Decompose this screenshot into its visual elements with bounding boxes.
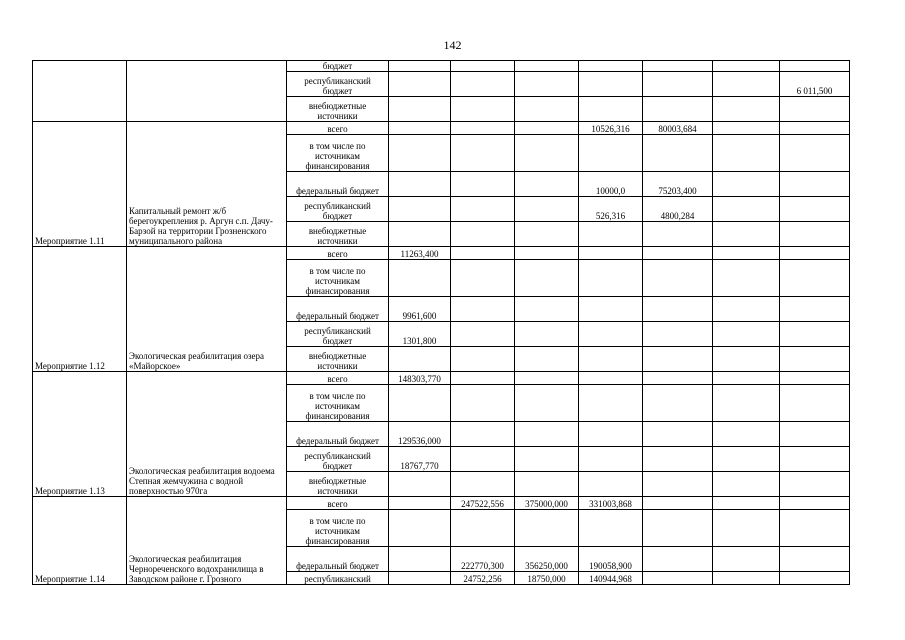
value-cell [579, 372, 643, 385]
table-row [33, 122, 850, 135]
value-cell [451, 197, 515, 222]
value-cell [713, 385, 780, 422]
value-cell [713, 547, 780, 572]
value-cell: 148303,770 [389, 372, 451, 385]
value-cell [643, 422, 713, 447]
value-cell: 18767,770 [389, 447, 451, 472]
value-cell: 4800,284 [643, 197, 713, 222]
value-cell [515, 510, 579, 547]
value-cell [515, 61, 579, 72]
source-cell: республиканский [287, 572, 389, 585]
value-cell [780, 510, 850, 547]
event-label-cell: Мероприятие 1.11 [33, 122, 127, 247]
value-cell [643, 97, 713, 122]
value-cell [579, 385, 643, 422]
value-cell [579, 422, 643, 447]
value-cell [643, 72, 713, 97]
value-cell [515, 72, 579, 97]
value-cell [780, 97, 850, 122]
value-cell [713, 61, 780, 72]
value-cell [713, 72, 780, 97]
page-number: 142 [443, 38, 462, 52]
value-cell [579, 510, 643, 547]
value-cell [643, 322, 713, 347]
value-cell [389, 122, 451, 135]
value-cell [643, 385, 713, 422]
value-cell [389, 385, 451, 422]
value-cell [713, 247, 780, 260]
value-cell [515, 372, 579, 385]
value-cell [389, 547, 451, 572]
value-cell [451, 72, 515, 97]
value-cell [780, 197, 850, 222]
value-cell [780, 135, 850, 172]
value-cell [780, 572, 850, 585]
value-cell: 80003,684 [643, 122, 713, 135]
value-cell [780, 472, 850, 497]
value-cell [780, 372, 850, 385]
value-cell [515, 197, 579, 222]
value-cell [451, 447, 515, 472]
value-cell [389, 222, 451, 247]
table-row [33, 497, 850, 510]
value-cell [451, 385, 515, 422]
event-label-cell: Мероприятие 1.14 [33, 497, 127, 585]
value-cell: 24752,256 [451, 572, 515, 585]
source-cell: всего [287, 122, 389, 135]
source-cell: всего [287, 372, 389, 385]
value-cell [643, 297, 713, 322]
value-cell [780, 497, 850, 510]
value-cell [713, 322, 780, 347]
value-cell: 526,316 [579, 197, 643, 222]
value-cell [451, 347, 515, 372]
value-cell [451, 135, 515, 172]
source-cell: республиканский бюджет [287, 197, 389, 222]
value-cell [451, 97, 515, 122]
source-cell: всего [287, 497, 389, 510]
value-cell [643, 222, 713, 247]
value-cell [643, 572, 713, 585]
value-cell [713, 422, 780, 447]
value-cell [515, 135, 579, 172]
source-cell: всего [287, 247, 389, 260]
event-label-cell: Мероприятие 1.12 [33, 247, 127, 372]
value-cell [451, 510, 515, 547]
source-cell: бюджет [287, 61, 389, 72]
value-cell [780, 61, 850, 72]
value-cell [515, 347, 579, 372]
event-name-cell: Капитальный ремонт ж/б берегоукрепления р. Аргун с.п. Дачу-Барзой на территории Грозненского муниципального района [127, 122, 287, 247]
value-cell [389, 61, 451, 72]
value-cell [643, 347, 713, 372]
value-cell [643, 447, 713, 472]
value-cell [713, 260, 780, 297]
value-cell [643, 247, 713, 260]
source-cell: внебюджетные источники [287, 222, 389, 247]
value-cell [451, 472, 515, 497]
source-cell: в том числе по источникам финансирования [287, 135, 389, 172]
value-cell [515, 472, 579, 497]
value-cell: 140944,968 [579, 572, 643, 585]
table-row [33, 372, 850, 385]
value-cell [515, 297, 579, 322]
value-cell [780, 260, 850, 297]
value-cell [713, 472, 780, 497]
value-cell [643, 472, 713, 497]
value-cell [780, 547, 850, 572]
source-cell: федеральный бюджет [287, 297, 389, 322]
source-cell: республиканский бюджет [287, 322, 389, 347]
value-cell [713, 510, 780, 547]
value-cell [643, 260, 713, 297]
value-cell: 190058,900 [579, 547, 643, 572]
value-cell [713, 347, 780, 372]
value-cell [579, 347, 643, 372]
value-cell [579, 260, 643, 297]
value-cell [713, 122, 780, 135]
value-cell [389, 97, 451, 122]
value-cell [389, 510, 451, 547]
value-cell: 331003,868 [579, 497, 643, 510]
value-cell [579, 472, 643, 497]
value-cell [713, 222, 780, 247]
value-cell [515, 322, 579, 347]
value-cell [515, 222, 579, 247]
value-cell: 10526,316 [579, 122, 643, 135]
source-cell: внебюджетные источники [287, 347, 389, 372]
value-cell [780, 322, 850, 347]
value-cell [780, 347, 850, 372]
value-cell: 1301,800 [389, 322, 451, 347]
value-cell [643, 61, 713, 72]
value-cell [389, 72, 451, 97]
value-cell [515, 422, 579, 447]
value-cell [643, 372, 713, 385]
value-cell [579, 322, 643, 347]
value-cell [643, 510, 713, 547]
event-label-cell: Мероприятие 1.13 [33, 372, 127, 497]
source-cell: республиканский бюджет [287, 447, 389, 472]
event-name-cell: Экологическая реабилитация водоема Степная жемчужина с водной поверхностью 970га [127, 372, 287, 497]
value-cell [451, 297, 515, 322]
value-cell [713, 297, 780, 322]
value-cell: 6 011,500 [780, 72, 850, 97]
value-cell: 375000,000 [515, 497, 579, 510]
value-cell [515, 172, 579, 197]
value-cell [579, 61, 643, 72]
value-cell [451, 222, 515, 247]
value-cell [451, 422, 515, 447]
table-row [33, 247, 850, 260]
value-cell: 75203,400 [643, 172, 713, 197]
value-cell [451, 247, 515, 260]
value-cell [780, 422, 850, 447]
budget-table [32, 60, 850, 585]
source-cell: федеральный бюджет [287, 422, 389, 447]
value-cell [389, 472, 451, 497]
value-cell [451, 122, 515, 135]
value-cell [389, 497, 451, 510]
source-cell: республиканский бюджет [287, 72, 389, 97]
value-cell [643, 547, 713, 572]
value-cell [451, 172, 515, 197]
value-cell [713, 447, 780, 472]
source-cell: внебюджетные источники [287, 97, 389, 122]
value-cell [643, 497, 713, 510]
event-name-cell: Экологическая реабилитация Чернореченского водохранилища в Заводском районе г. Грозного [127, 497, 287, 585]
value-cell: 356250,000 [515, 547, 579, 572]
value-cell [451, 372, 515, 385]
value-cell [515, 247, 579, 260]
value-cell [780, 385, 850, 422]
value-cell [451, 61, 515, 72]
value-cell: 222770,300 [451, 547, 515, 572]
value-cell [780, 447, 850, 472]
table-row [33, 61, 850, 72]
value-cell [713, 497, 780, 510]
value-cell [389, 572, 451, 585]
value-cell [579, 135, 643, 172]
value-cell: 10000,0 [579, 172, 643, 197]
source-cell: в том числе по источникам финансирования [287, 385, 389, 422]
value-cell [389, 347, 451, 372]
value-cell [713, 97, 780, 122]
value-cell [713, 572, 780, 585]
event-label-cell [33, 61, 127, 122]
value-cell [780, 247, 850, 260]
value-cell [389, 172, 451, 197]
value-cell [713, 197, 780, 222]
source-cell: в том числе по источникам финансирования [287, 510, 389, 547]
value-cell: 247522,556 [451, 497, 515, 510]
value-cell [515, 385, 579, 422]
event-name-cell: Экологическая реабилитация озера «Майорское» [127, 247, 287, 372]
value-cell: 129536,000 [389, 422, 451, 447]
value-cell [713, 135, 780, 172]
value-cell [780, 297, 850, 322]
value-cell [389, 260, 451, 297]
value-cell [579, 447, 643, 472]
event-name-cell [127, 61, 287, 122]
value-cell [389, 135, 451, 172]
value-cell: 18750,000 [515, 572, 579, 585]
value-cell [579, 297, 643, 322]
value-cell [579, 72, 643, 97]
value-cell [515, 122, 579, 135]
value-cell [579, 247, 643, 260]
value-cell [780, 172, 850, 197]
value-cell [780, 222, 850, 247]
value-cell [515, 447, 579, 472]
source-cell: федеральный бюджет [287, 172, 389, 197]
value-cell: 9961,600 [389, 297, 451, 322]
value-cell: 11263,400 [389, 247, 451, 260]
source-cell: внебюджетные источники [287, 472, 389, 497]
value-cell [579, 222, 643, 247]
value-cell [389, 197, 451, 222]
value-cell [713, 172, 780, 197]
source-cell: в том числе по источникам финансирования [287, 260, 389, 297]
value-cell [451, 260, 515, 297]
value-cell [515, 260, 579, 297]
value-cell [579, 97, 643, 122]
value-cell [643, 135, 713, 172]
source-cell: федеральный бюджет [287, 547, 389, 572]
value-cell [515, 97, 579, 122]
value-cell [780, 122, 850, 135]
value-cell [713, 372, 780, 385]
value-cell [451, 322, 515, 347]
